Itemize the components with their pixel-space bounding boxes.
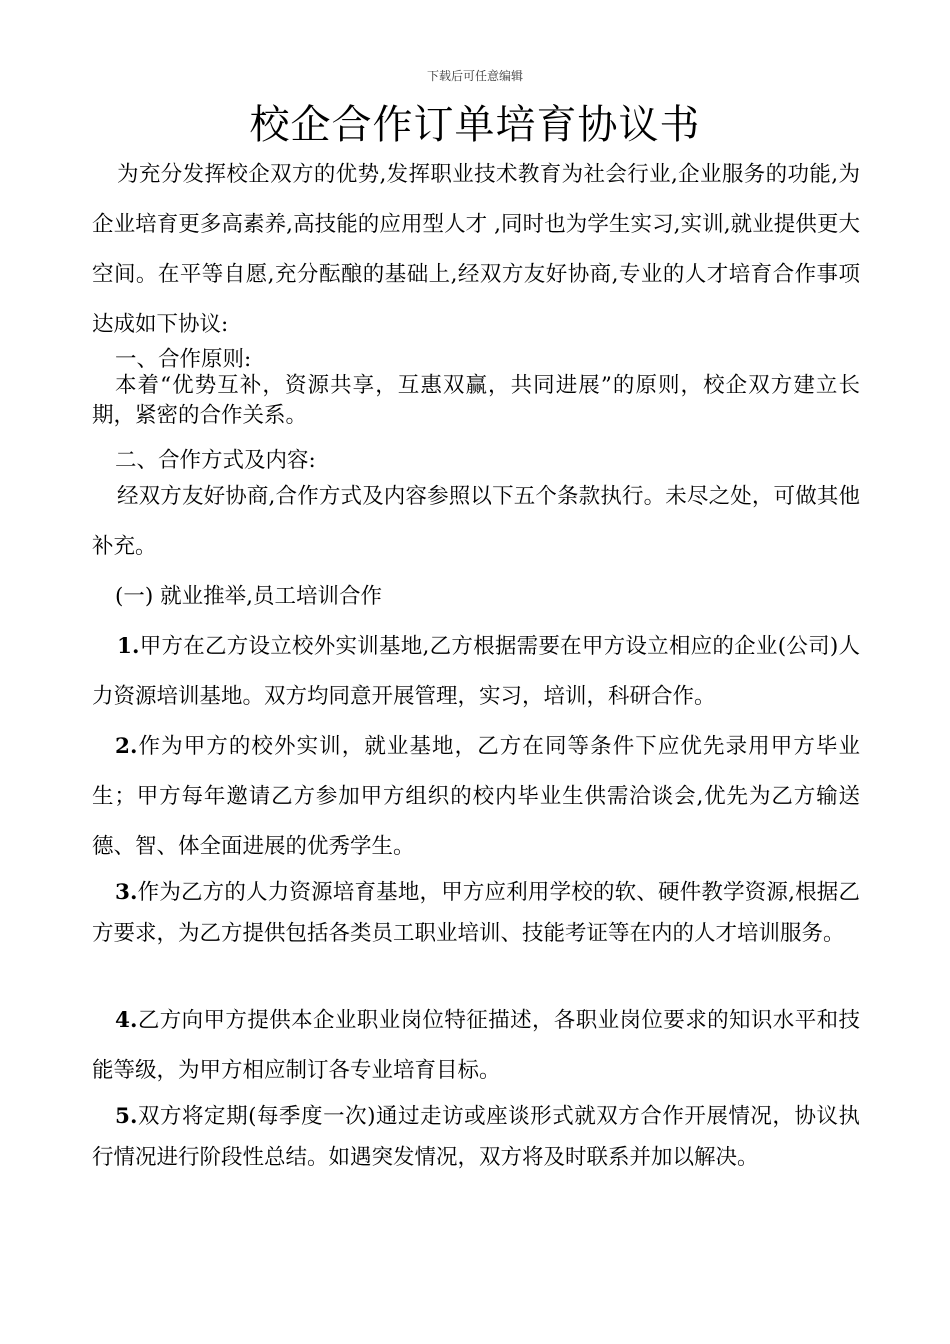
section-2-heading: 二、合作方式及内容:	[115, 448, 316, 473]
item-1-number: 1.	[117, 634, 140, 659]
intro-paragraph: 为充分发挥校企双方的优势,发挥职业技术教育为社会行业,企业服务的功能,为企业培育更多高素养,高技能的应用型人才 ,同时也为学生实习,实训,就业提供更大空间。在平等自愿,充分酝酿的基础上,经双方友好协商,专业的人才培育合作事项达成如下协议:	[92, 162, 860, 337]
subsection-heading: (一) 就业推举,员工培训合作	[115, 584, 382, 609]
item-3-text: 作为乙方的人力资源培育基地，甲方应利用学校的软、硬件教学资源,根据乙方要求，为乙方提供包括各类员工职业培训、技能考证等在内的人才培训服务。	[92, 880, 860, 946]
item-4	[92, 996, 860, 1096]
item-5-text: 双方将定期(每季度一次)通过走访或座谈形式就双方合作开展情况，协议执行情况进行阶段性总结。如遇突发情况，双方将及时联系并加以解决。	[92, 1104, 860, 1170]
item-4-number: 4.	[115, 1008, 138, 1033]
item-3	[92, 872, 860, 954]
document-title: 校企合作订单培育协议书	[249, 102, 701, 148]
item-5-number: 5.	[115, 1104, 138, 1129]
item-3-number: 3.	[115, 880, 138, 905]
section-1-text: 本着“优势互补，资源共享，互惠双赢，共同进展”的原则，校企双方建立长期，紧密的合作关系。	[92, 373, 860, 428]
section-2-text: 经双方友好协商,合作方式及内容参照以下五个条款执行。未尽之处，可做其他补充。	[92, 484, 860, 559]
header-note: 下载后可任意编辑	[426, 69, 523, 83]
item-2-number: 2.	[115, 734, 138, 759]
section-1-heading: 一、合作原则:	[115, 347, 252, 372]
item-2	[92, 722, 860, 872]
item-5	[92, 1096, 860, 1178]
item-2-text: 作为甲方的校外实训，就业基地，乙方在同等条件下应优先录用甲方毕业生；甲方每年邀请乙方参加甲方组织的校内毕业生供需洽谈会,优先为乙方输送德、智、体全面进展的优秀学生。	[92, 734, 860, 859]
item-1-text: 甲方在乙方设立校外实训基地,乙方根据需要在甲方设立相应的企业(公司)人力资源培训基地。双方均同意开展管理，实习，培训，科研合作。	[92, 634, 860, 709]
item-1	[92, 622, 860, 722]
item-4-text: 乙方向甲方提供本企业职业岗位特征描述，各职业岗位要求的知识水平和技能等级，为甲方相应制订各专业培育目标。	[92, 1008, 860, 1083]
